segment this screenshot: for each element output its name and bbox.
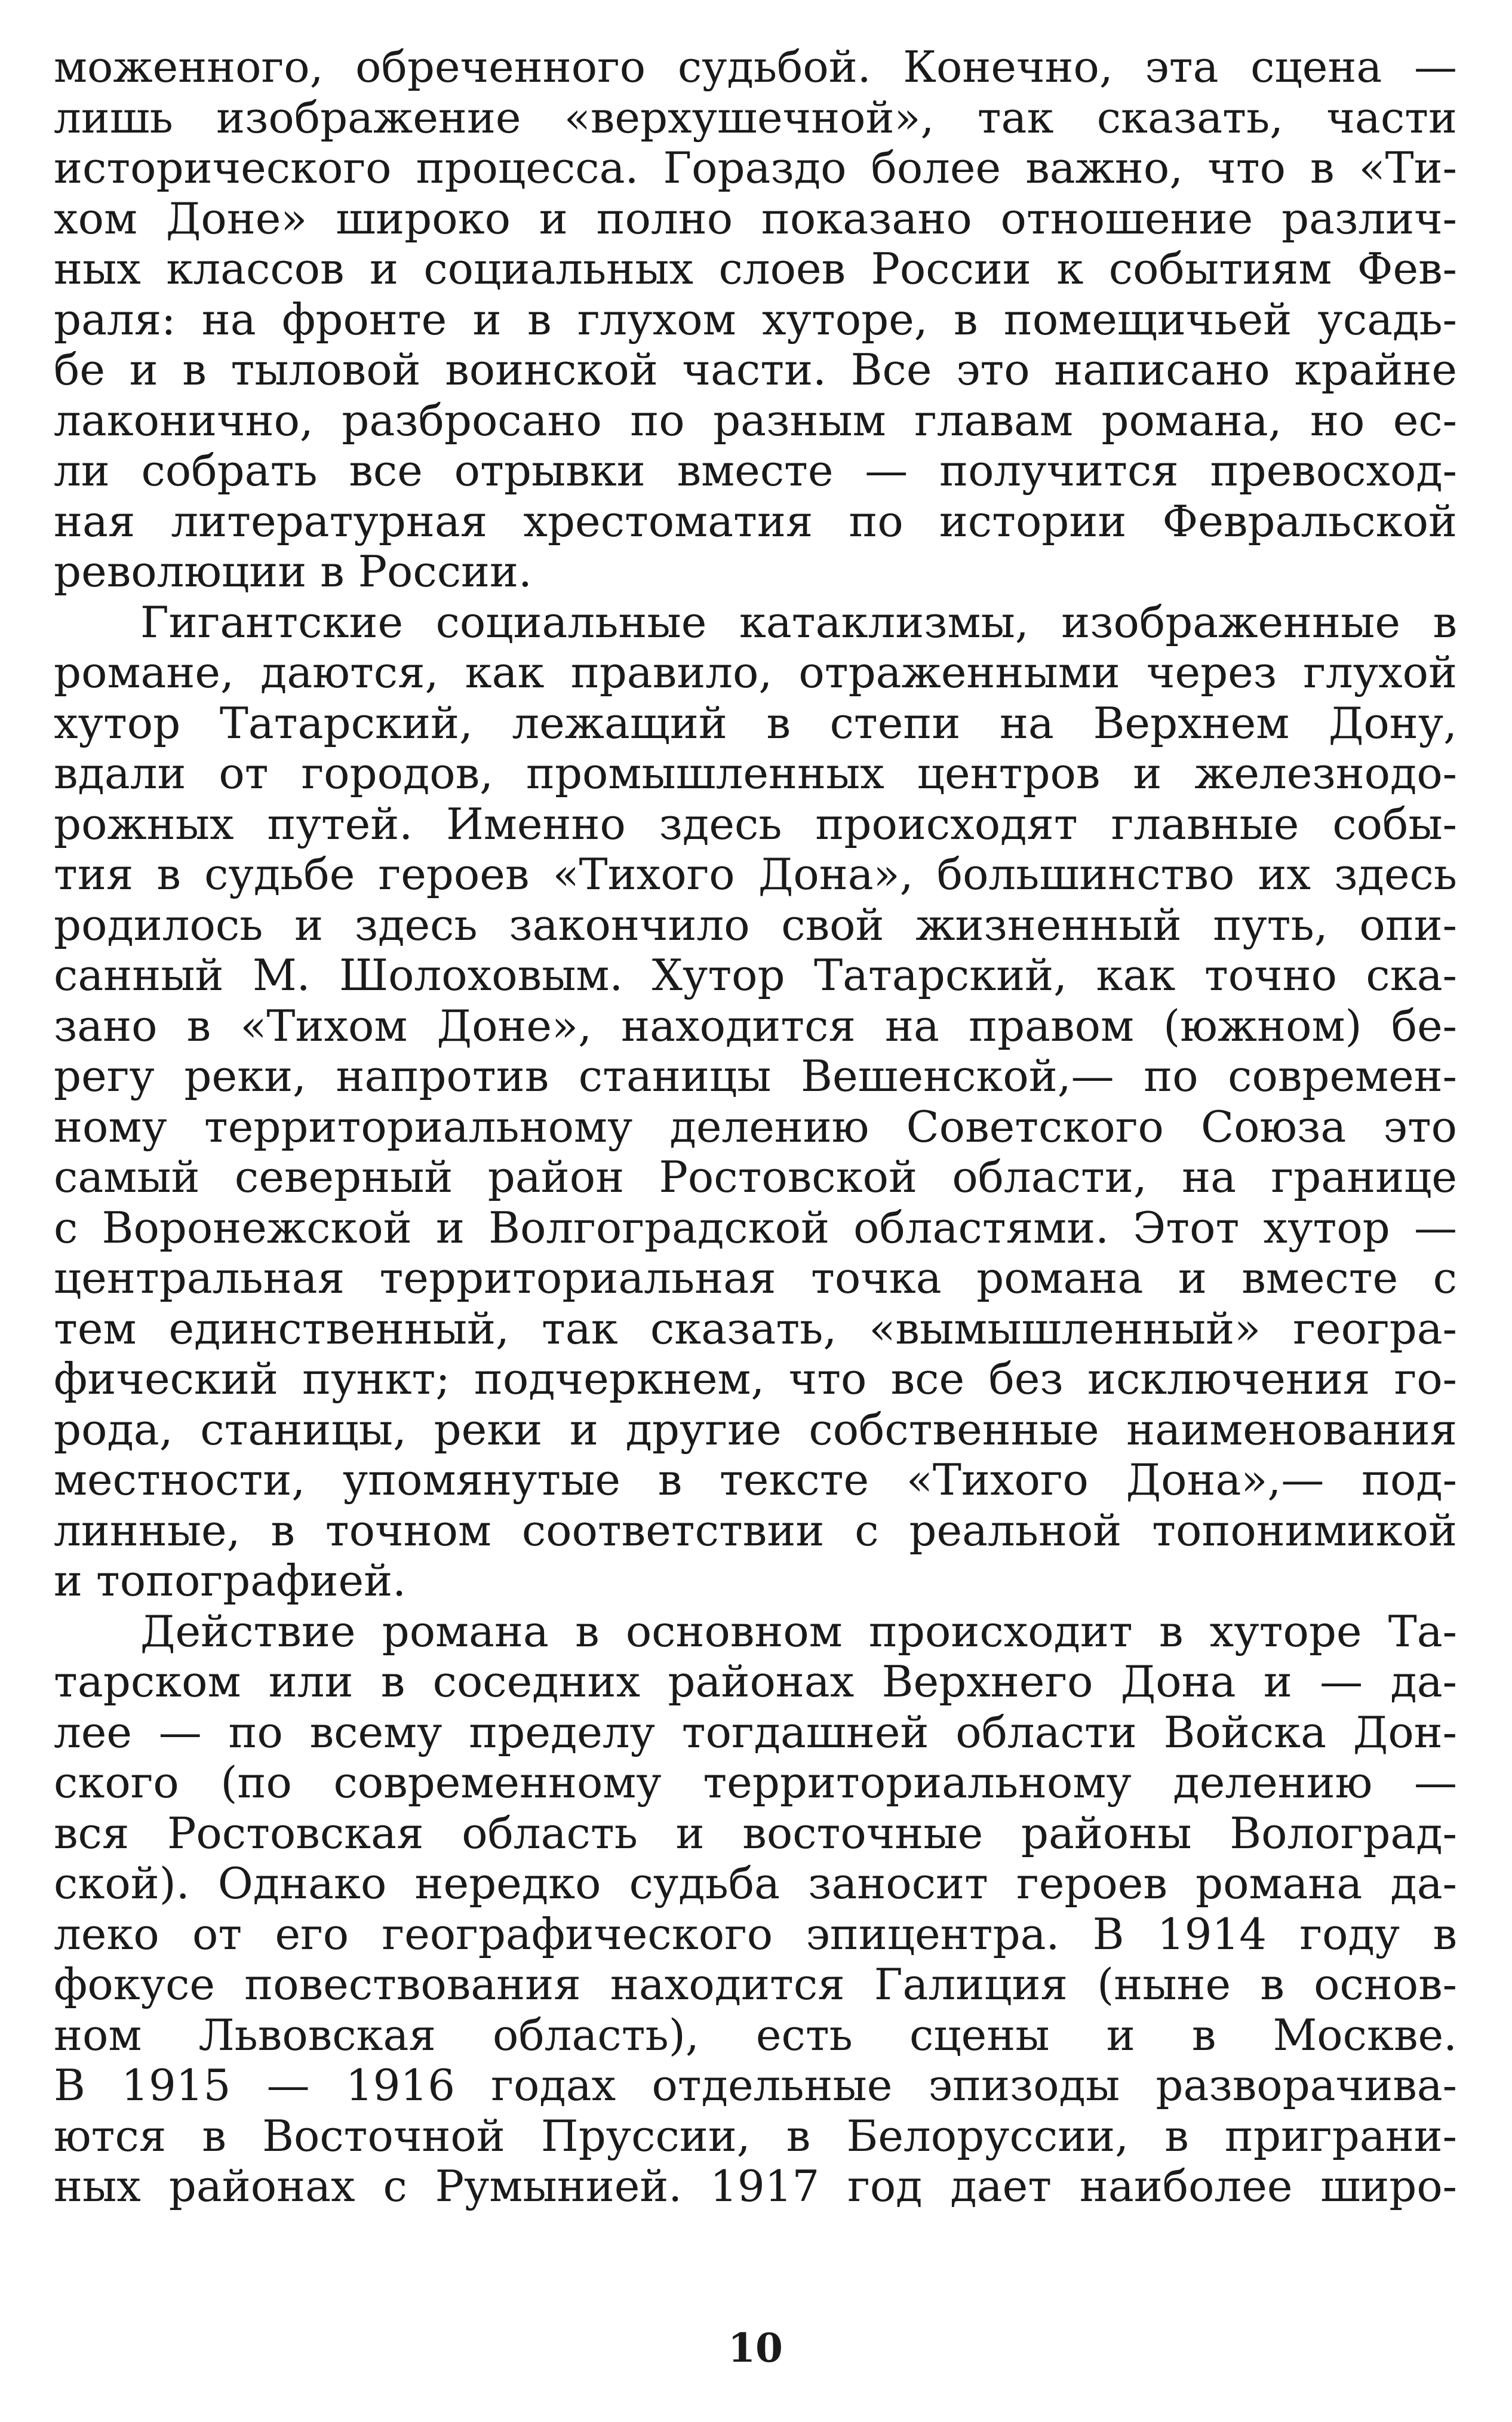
text-line: зано в «Тихом Доне», находится на правом (южном) бе-	[54, 1000, 1457, 1051]
text-line: Действие романа в основном происходит в хуторе Та-	[140, 1606, 1457, 1656]
text-line: ли собрать все отрывки вместе — получится превосход-	[54, 445, 1457, 496]
text-line: хом Доне» широко и полно показано отношение различ-	[54, 193, 1457, 244]
paragraph-2	[54, 597, 1457, 1606]
text-line: леко от его географического эпицентра. В 1914 году в	[54, 1908, 1457, 1959]
text-line: тия в судьбе героев «Тихого Дона», большинство их здесь	[54, 849, 1457, 899]
text-line: линные, в точном соответствии с реальной топонимикой	[54, 1505, 1457, 1556]
text-line: лее — по всему пределу тогдашней области Войска Дон-	[54, 1707, 1457, 1757]
text-line: раля: на фронте и в глухом хуторе, в помещичьей усадь-	[54, 294, 1457, 345]
text-line: фический пункт; подчеркнем, что все без исключения го-	[54, 1354, 1457, 1404]
text-line: вся Ростовская область и восточные районы Волоград-	[54, 1808, 1457, 1858]
text-line: ному территориальному делению Советского Союза это	[54, 1101, 1457, 1152]
text-line: исторического процесса. Гораздо более важно, что в «Ти-	[54, 143, 1457, 193]
paragraph-3	[54, 1606, 1457, 2212]
text-line: революции в России.	[54, 546, 532, 597]
text-line: ского (по современному территориальному делению —	[54, 1757, 1457, 1808]
text-line: тарском или в соседних районах Верхнего Дона и — да-	[54, 1656, 1457, 1707]
text-line: лишь изображение «верхушечной», так сказать, части	[54, 92, 1457, 143]
text-line: тем единственный, так сказать, «вымышленный» геогра-	[54, 1303, 1457, 1354]
text-line: регу реки, напротив станицы Вешенской,— по современ-	[54, 1051, 1457, 1101]
text-line: вдали от городов, промышленных центров и железнодо-	[54, 748, 1457, 798]
text-line: с Воронежской и Волгоградской областями. Этот хутор —	[54, 1202, 1457, 1253]
text-line: ная литературная хрестоматия по истории Февральской	[54, 496, 1457, 546]
text-line: ных районах с Румынией. 1917 год дает наиболее широ-	[54, 2161, 1457, 2211]
text-line: родилось и здесь закончило свой жизненный путь, опи-	[54, 899, 1457, 950]
text-line: Гигантские социальные катаклизмы, изображенные в	[140, 597, 1457, 647]
text-line: местности, упомянутые в тексте «Тихого Дона»,— под-	[54, 1455, 1457, 1505]
text-line: романе, даются, как правило, отраженными через глухой	[54, 647, 1457, 697]
text-line: центральная территориальная точка романа и вместе с	[54, 1253, 1457, 1303]
text-line: бе и в тыловой воинской части. Все это написано крайне	[54, 345, 1457, 395]
text-line: лаконично, разбросано по разным главам романа, но ес-	[54, 395, 1457, 445]
text-line: рожных путей. Именно здесь происходят главные собы-	[54, 798, 1457, 849]
text-line: санный М. Шолоховым. Хутор Татарский, как точно ска-	[54, 950, 1457, 1000]
text-line: рода, станицы, реки и другие собственные наименования	[54, 1404, 1457, 1455]
book-page	[54, 42, 1457, 2371]
text-line: моженного, обреченного судьбой. Конечно, эта сцена —	[54, 42, 1457, 92]
text-line: ном Львовская область), есть сцены и в Москве.	[54, 2009, 1457, 2060]
text-line: самый северный район Ростовской области, на границе	[54, 1152, 1457, 1202]
text-line: ных классов и социальных слоев России к событиям Фев-	[54, 244, 1457, 294]
text-line: фокусе повествования находится Галиция (ныне в основ-	[54, 1959, 1457, 2009]
text-line: хутор Татарский, лежащий в степи на Верхнем Дону,	[54, 697, 1457, 748]
paragraph-1	[54, 42, 1457, 597]
page-number: 10	[728, 2325, 783, 2371]
text-line: В 1915 — 1916 годах отдельные эпизоды разворачива-	[54, 2060, 1457, 2110]
text-line: ются в Восточной Пруссии, в Белоруссии, в приграни-	[54, 2110, 1457, 2161]
text-line: ской). Однако нередко судьба заносит героев романа да-	[54, 1858, 1457, 1908]
text-line: и топографией.	[54, 1556, 406, 1606]
